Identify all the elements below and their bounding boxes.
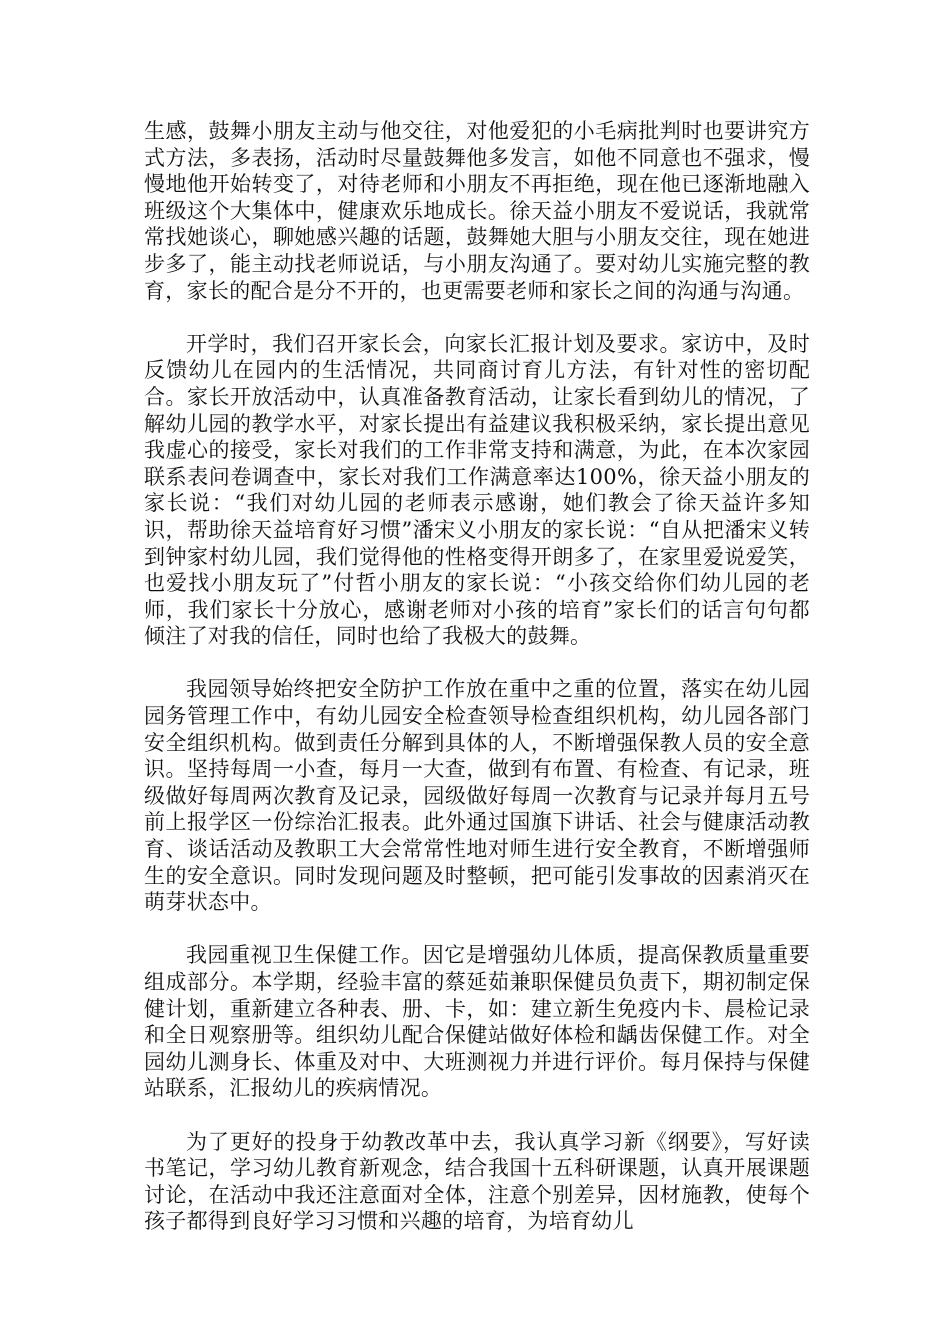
paragraph-4: 我园重视卫生保健工作。因它是增强幼儿体质，提高保教质量重要组成部分。本学期，经验丰富的蔡延茹兼职保健员负责下，期初制定保健计划，重新建立各种表、册、卡，如：建立新生免疫内卡、晨检记录和全日观察册等。组织幼儿配合保健站做好体检和龋齿保健工作。对全园幼儿测身长、体重及对中、大班测视力并进行评价。每月保持与保健站联系，汇报幼儿的疾病情况。 [144, 943, 810, 1101]
paragraph-2: 开学时，我们召开家长会，向家长汇报计划及要求。家访中，及时反馈幼儿在园内的生活情况，共同商讨育儿方法，有针对性的密切配合。家长开放活动中，认真准备教育活动，让家长看到幼儿的情况，了解幼儿园的教学水平，对家长提出有益建议我积极采纳，家长提出意见我虚心的接受，家长对我们的工作非常支持和满意，为此，在本次家园联系表问卷调查中，家长对我们工作满意率达100%，徐天益小朋友的家长说：“我们对幼儿园的老师表示感谢，她们教会了徐天益许多知识，帮助徐天益培育好习惯”潘宋义小朋友的家长说：“自从把潘宋义转到钟家村幼儿园，我们觉得他的性格变得开朗多了，在家里爱说爱笑，也爱找小朋友玩了”付哲小朋友的家长说：“小孩交给你们幼儿园的老师，我们家长十分放心，感谢老师对小孩的培育”家长们的话言句句都倾注了对我的信任，同时也给了我极大的鼓舞。 [144, 331, 810, 649]
paragraph-5: 为了更好的投身于幼教改革中去，我认真学习新《纲要》，写好读书笔记，学习幼儿教育新观念，结合我国十五科研课题，认真开展课题讨论，在活动中我还注意面对全体，注意个别差异，因材施教，使每个孩子都得到良好学习习惯和兴趣的培育，为培育幼儿 [144, 1129, 810, 1234]
paragraph-3: 我园领导始终把安全防护工作放在重中之重的位置，落实在幼儿园园务管理工作中，有幼儿园安全检查领导检查组织机构，幼儿园各部门安全组织机构。做到责任分解到具体的人，不断增强保教人员的安全意识。坚持每周一小查，每月一大查，做到有布置、有检查、有记录，班级做好每周两次教育及记录，园级做好每周一次教育与记录并每月五号前上报学区一份综治汇报表。此外通过国旗下讲话、社会与健康活动教育、谈话活动及教职工大会常常性地对师生进行安全教育，不断增强师生的安全意识。同时发现问题及时整顿，把可能引发事故的因素消灭在萌芽状态中。 [144, 677, 810, 915]
document-body [144, 118, 810, 1235]
paragraph-1: 生感，鼓舞小朋友主动与他交往，对他爱犯的小毛病批判时也要讲究方式方法，多表扬，活动时尽量鼓舞他多发言，如他不同意也不强求，慢慢地他开始转变了，对待老师和小朋友不再拒绝，现在他已逐渐地融入班级这个大集体中，健康欢乐地成长。徐天益小朋友不爱说话，我就常常找她谈心，聊她感兴趣的话题，鼓舞她大胆与小朋友交往，现在她进步多了，能主动找老师说话，与小朋友沟通了。要对幼儿实施完整的教育，家长的配合是分不开的，也更需要老师和家长之间的沟通与沟通。 [144, 119, 810, 303]
